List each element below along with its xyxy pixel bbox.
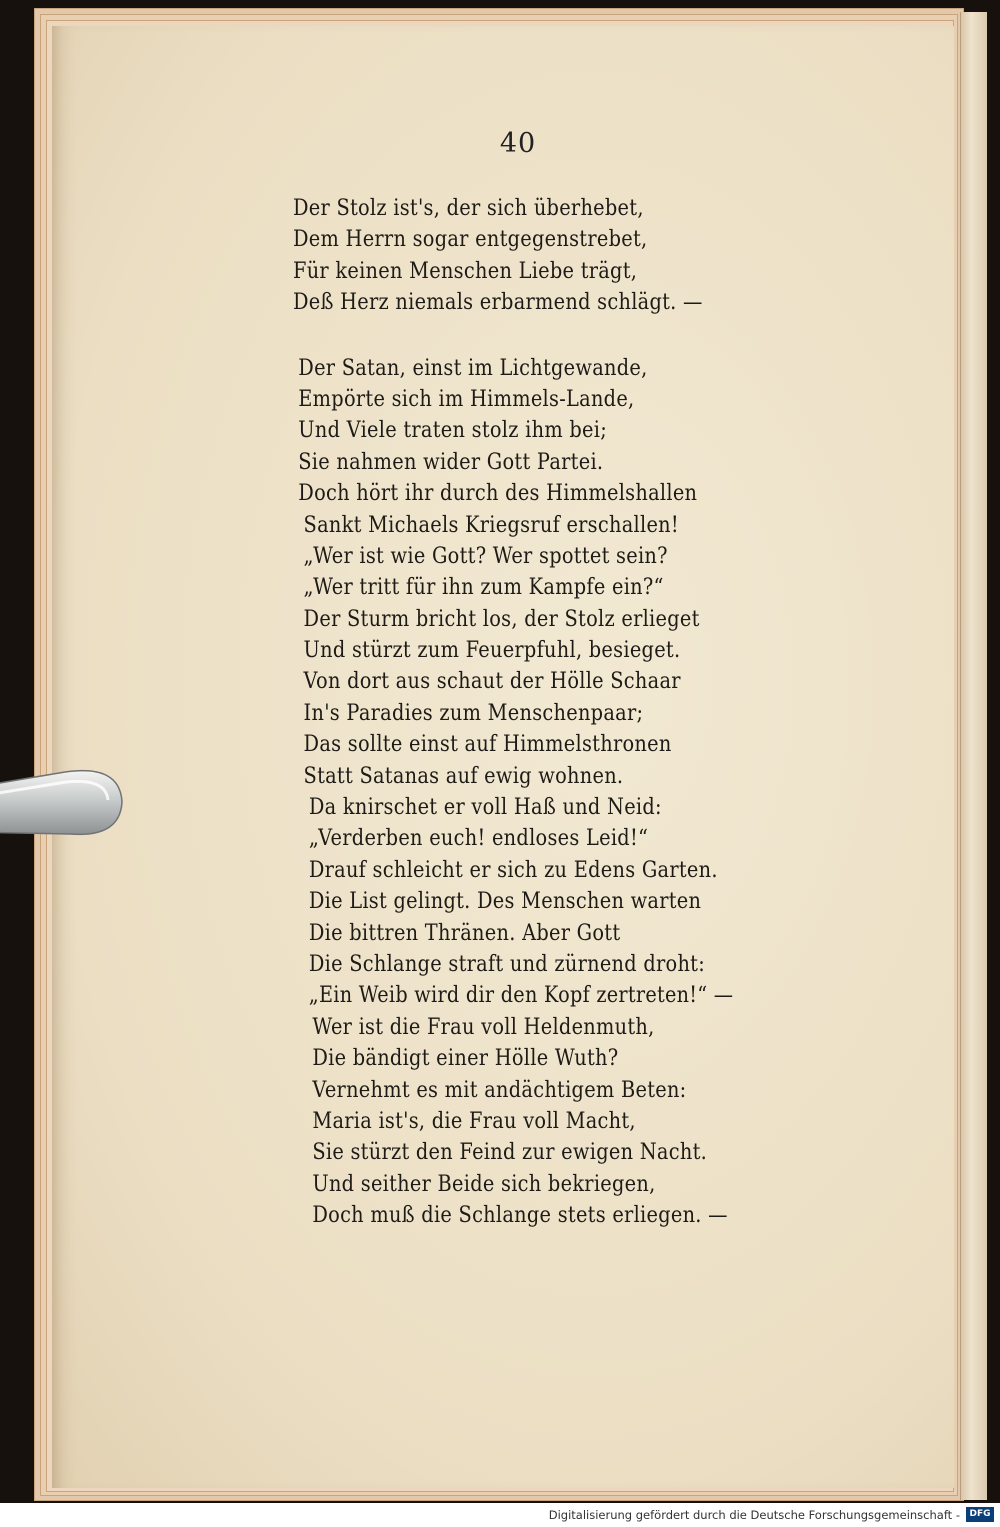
poem-line: Die bändigt einer Hölle Wuth? bbox=[312, 1046, 619, 1072]
poem-line: Der Satan, einst im Lichtgewande, bbox=[298, 355, 648, 381]
poem-line: Drauf schleicht er sich zu Edens Garten. bbox=[308, 857, 718, 883]
page-number: 40 bbox=[499, 128, 537, 159]
poem-line: Doch muß die Schlange stets erliegen. — bbox=[312, 1203, 728, 1229]
poem-line: Sankt Michaels Kriegsruf erschallen! bbox=[303, 512, 679, 538]
poem-line: Dem Herrn sogar entgegenstrebet, bbox=[293, 227, 648, 253]
poem-line: Der Stolz ist's, der sich überhebet, bbox=[293, 196, 644, 221]
poem-line: Das sollte einst auf Himmelsthronen bbox=[303, 732, 672, 758]
poem-line: Der Sturm bricht los, der Stolz erlieget bbox=[303, 606, 700, 632]
poem-line: Deß Herz niemals erbarmend schlägt. — bbox=[293, 290, 703, 316]
poem-text bbox=[293, 193, 793, 1232]
funding-credit: Digitalisierung gefördert durch die Deutsche Forschungsgemeinschaft - bbox=[548, 1508, 960, 1522]
poem-line: Empörte sich im Himmels-Lande, bbox=[298, 386, 635, 412]
poem-line: Die Schlange straft und zürnend droht: bbox=[308, 951, 706, 977]
poem-line: Maria ist's, die Frau voll Macht, bbox=[312, 1108, 636, 1134]
poem-line: „Verderben euch! endloses Leid!“ bbox=[308, 826, 649, 852]
poem-line: „Wer tritt für ihn zum Kampfe ein?“ bbox=[303, 575, 664, 601]
dfg-logo: DFG bbox=[966, 1507, 994, 1522]
footer-bar bbox=[0, 1503, 1000, 1527]
poem-line: Sie stürzt den Feind zur ewigen Nacht. bbox=[312, 1140, 708, 1166]
poem-line: Statt Satanas auf ewig wohnen. bbox=[303, 763, 624, 789]
poem-line: Doch hört ihr durch des Himmelshallen bbox=[298, 481, 698, 507]
poem-line: Da knirschet er voll Haß und Neid: bbox=[308, 795, 662, 821]
poem-line: Sie nahmen wider Gott Partei. bbox=[298, 449, 604, 475]
poem-line: Und seither Beide sich bekriegen, bbox=[312, 1171, 656, 1197]
poem-line: Vernehmt es mit andächtigem Beten: bbox=[312, 1077, 687, 1103]
poem-line: „Wer ist wie Gott? Wer spottet sein? bbox=[303, 543, 668, 569]
poem-line: In's Paradies zum Menschenpaar; bbox=[303, 700, 644, 726]
poem-line: Die bittren Thränen. Aber Gott bbox=[308, 920, 621, 946]
book-page-stack bbox=[960, 12, 987, 1500]
poem-line: Für keinen Menschen Liebe trägt, bbox=[293, 258, 638, 284]
poem-line: Und stürzt zum Feuerpfuhl, besieget. bbox=[303, 638, 681, 664]
poem-line: „Ein Weib wird dir den Kopf zertreten!“ — bbox=[308, 983, 734, 1009]
poem-line: Von dort aus schaut der Hölle Schaar bbox=[303, 669, 681, 695]
poem-line: Die List gelingt. Des Menschen warten bbox=[308, 889, 702, 915]
stanza-break bbox=[293, 319, 793, 353]
poem-line: Wer ist die Frau voll Heldenmuth, bbox=[312, 1014, 655, 1040]
poem-line: Und Viele traten stolz ihm bei; bbox=[298, 418, 607, 444]
